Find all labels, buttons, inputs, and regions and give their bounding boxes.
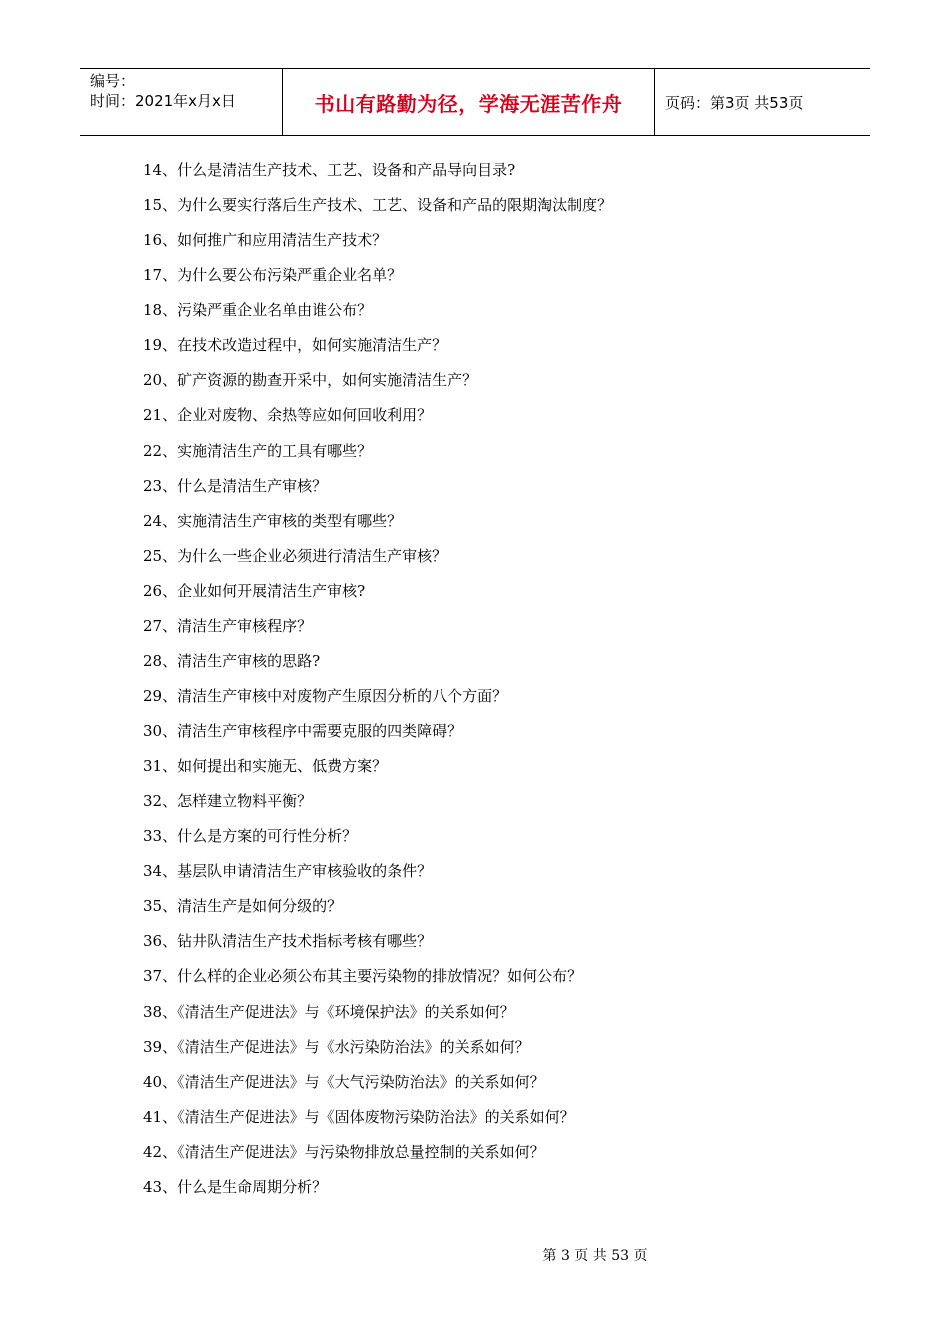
- header-motto: 书山有路勤为径，学海无涯苦作舟: [282, 69, 655, 135]
- question-item: 35、清洁生产是如何分级的？: [143, 897, 343, 916]
- question-item: 31、如何提出和实施无、低费方案？: [143, 757, 388, 776]
- question-item: 30、清洁生产审核程序中需要克服的四类障碍？: [143, 722, 463, 740]
- question-item: 27、清洁生产审核程序？: [143, 616, 313, 635]
- question-item: 14、什么是清洁生产技术、工艺、设备和产品导向目录?: [143, 161, 516, 179]
- question-item: 43、什么是生命周期分析？: [143, 1177, 328, 1196]
- question-item: 29、清洁生产审核中对废物产生原因分析的八个方面？: [143, 686, 508, 705]
- footer-page-number: 第 3 页 共 53 页: [542, 1248, 648, 1264]
- question-item: 40、《清洁生产促进法》与《大气污染防治法》的关系如何？: [143, 1072, 545, 1091]
- question-item: 21、企业对废物、余热等应如何回收利用？: [143, 406, 433, 425]
- question-item: 25、为什么一些企业必须进行清洁生产审核？: [143, 546, 448, 565]
- question-item: 20、矿产资源的勘查开采中，如何实施清洁生产？: [143, 371, 478, 390]
- question-item: 18、污染严重企业名单由谁公布？: [143, 301, 373, 320]
- page-header: [80, 68, 870, 136]
- question-item: 34、基层队申请清洁生产审核验收的条件？: [143, 862, 433, 881]
- number-label: 编号：: [90, 72, 136, 90]
- question-item: 23、什么是清洁生产审核？: [143, 476, 328, 495]
- question-item: 42、《清洁生产促进法》与污染物排放总量控制的关系如何？: [143, 1142, 545, 1161]
- question-item: 32、怎样建立物料平衡？: [143, 792, 313, 811]
- question-item: 19、在技术改造过程中，如何实施清洁生产？: [143, 336, 448, 355]
- question-item: 36、钻井队清洁生产技术指标考核有哪些？: [143, 932, 433, 951]
- question-item: 24、实施清洁生产审核的类型有哪些？: [143, 511, 403, 530]
- header-meta: [80, 69, 282, 135]
- question-item: 33、什么是方案的可行性分析？: [143, 827, 358, 846]
- time-label: 时间：2021年x月x日: [90, 92, 236, 110]
- question-item: 17、为什么要公布污染严重企业名单？: [143, 266, 403, 285]
- question-item: 16、如何推广和应用清洁生产技术？: [143, 231, 388, 250]
- question-item: 28、清洁生产审核的思路?: [143, 651, 321, 670]
- question-item: 39、《清洁生产促进法》与《水污染防治法》的关系如何？: [143, 1037, 530, 1056]
- question-item: 38、《清洁生产促进法》与《环境保护法》的关系如何？: [143, 1002, 515, 1021]
- question-item: 41、《清洁生产促进法》与《固体废物污染防治法》的关系如何？: [143, 1107, 575, 1126]
- question-item: 37、什么样的企业必须公布其主要污染物的排放情况？如何公布？: [143, 967, 583, 986]
- question-item: 15、为什么要实行落后生产技术、工艺、设备和产品的限期淘汰制度？: [143, 196, 613, 215]
- question-item: 26、企业如何开展清洁生产审核?: [143, 581, 366, 600]
- question-list: [143, 153, 612, 1205]
- question-item: 22、实施清洁生产的工具有哪些？: [143, 441, 373, 460]
- header-page-info: 页码：第3页 共53页: [665, 93, 804, 112]
- page-footer: [0, 1245, 950, 1265]
